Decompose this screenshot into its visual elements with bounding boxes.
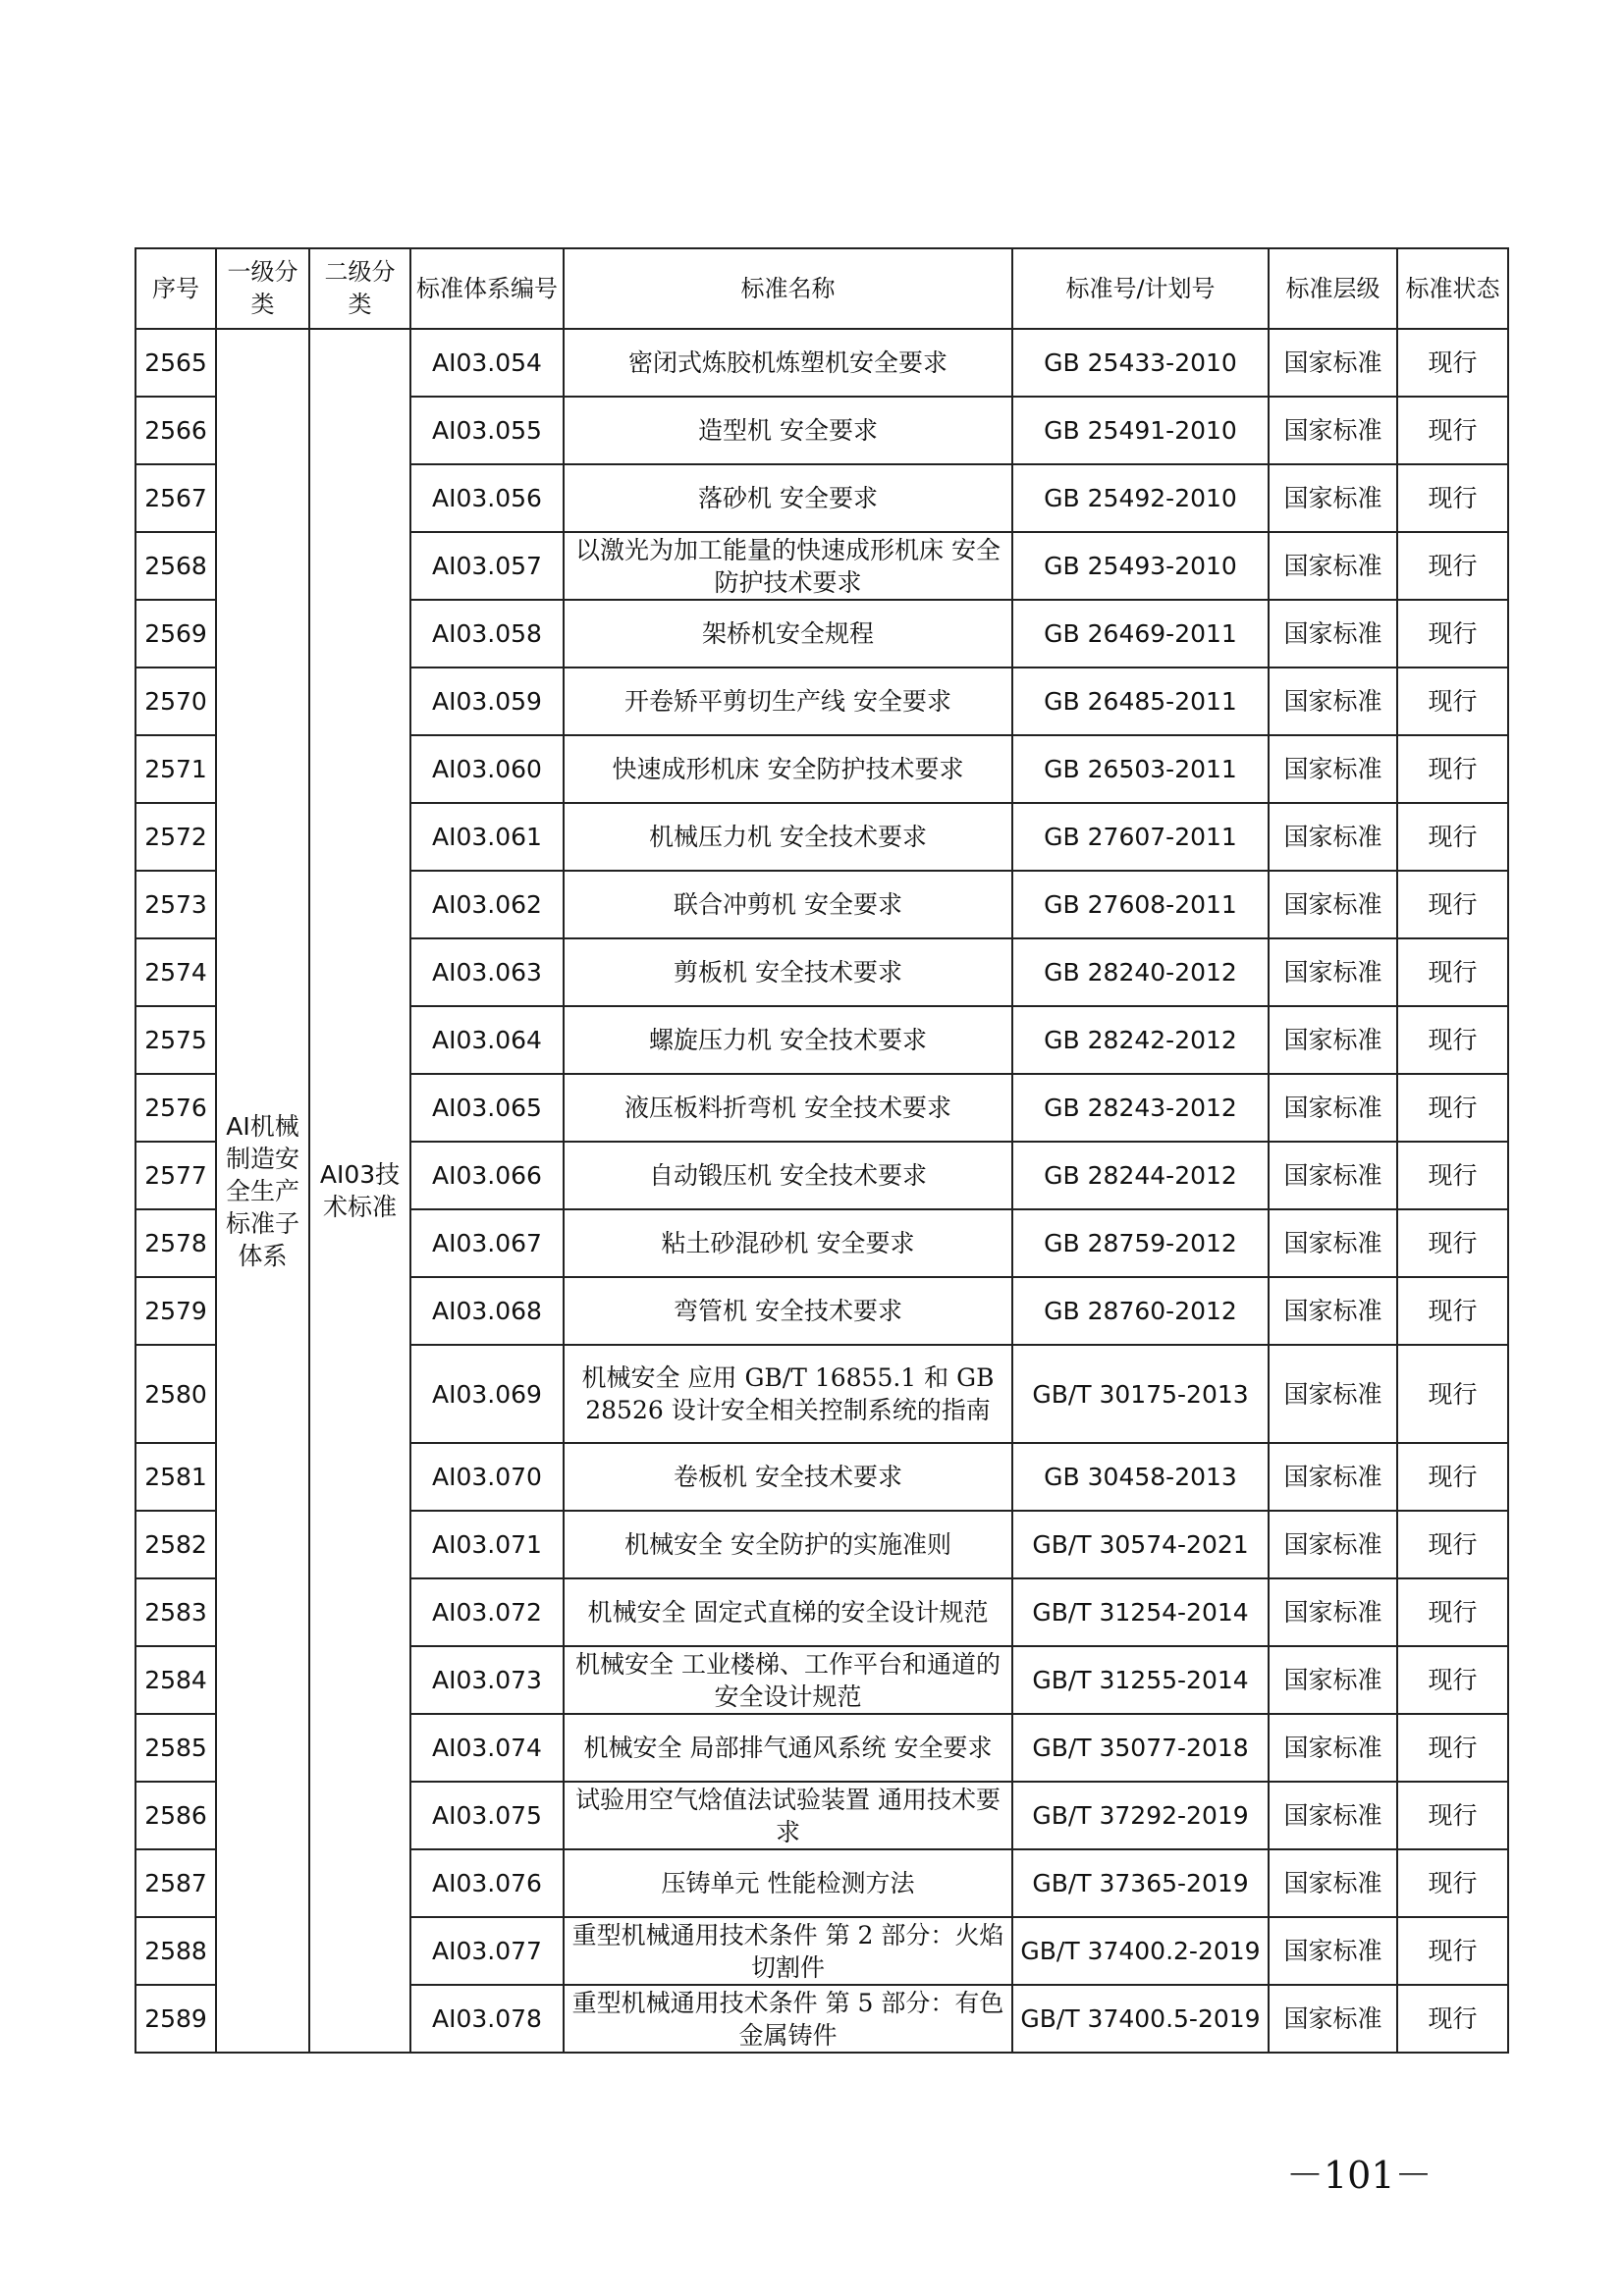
row-standard-name: 落砂机 安全要求 [564, 464, 1012, 532]
row-system-code: AI03.061 [410, 803, 564, 871]
row-level: 国家标准 [1269, 1782, 1397, 1849]
row-system-code: AI03.072 [410, 1578, 564, 1646]
row-level: 国家标准 [1269, 1345, 1397, 1443]
row-standard-number: GB/T 31255-2014 [1012, 1646, 1269, 1714]
row-level: 国家标准 [1269, 1917, 1397, 1985]
header-standard-number: 标准号/计划号 [1012, 248, 1269, 329]
row-standard-number: GB/T 37400.5-2019 [1012, 1985, 1269, 2053]
row-system-code: AI03.074 [410, 1714, 564, 1782]
row-standard-number: GB 28243-2012 [1012, 1074, 1269, 1142]
row-level: 国家标准 [1269, 329, 1397, 397]
row-standard-number: GB/T 37365-2019 [1012, 1849, 1269, 1917]
row-seq: 2573 [135, 871, 216, 938]
row-standard-number: GB 25491-2010 [1012, 397, 1269, 464]
row-seq: 2569 [135, 600, 216, 667]
row-standard-name: 机械安全 固定式直梯的安全设计规范 [564, 1578, 1012, 1646]
row-seq: 2570 [135, 667, 216, 735]
row-level: 国家标准 [1269, 532, 1397, 600]
row-system-code: AI03.075 [410, 1782, 564, 1849]
row-status: 现行 [1397, 1277, 1508, 1345]
row-status: 现行 [1397, 1006, 1508, 1074]
row-standard-name: 联合冲剪机 安全要求 [564, 871, 1012, 938]
row-level: 国家标准 [1269, 1578, 1397, 1646]
row-status: 现行 [1397, 667, 1508, 735]
row-status: 现行 [1397, 1782, 1508, 1849]
category1-cell: AI机械制造安全生产标准子体系 [216, 329, 309, 2053]
row-standard-name: 剪板机 安全技术要求 [564, 938, 1012, 1006]
row-standard-number: GB 27608-2011 [1012, 871, 1269, 938]
row-seq: 2589 [135, 1985, 216, 2053]
row-level: 国家标准 [1269, 464, 1397, 532]
row-level: 国家标准 [1269, 1277, 1397, 1345]
row-level: 国家标准 [1269, 667, 1397, 735]
row-status: 现行 [1397, 1443, 1508, 1511]
row-standard-name: 快速成形机床 安全防护技术要求 [564, 735, 1012, 803]
row-seq: 2578 [135, 1209, 216, 1277]
row-standard-name: 密闭式炼胶机炼塑机安全要求 [564, 329, 1012, 397]
row-seq: 2577 [135, 1142, 216, 1209]
row-system-code: AI03.057 [410, 532, 564, 600]
row-standard-number: GB/T 30574-2021 [1012, 1511, 1269, 1578]
header-seq: 序号 [135, 248, 216, 329]
row-seq: 2567 [135, 464, 216, 532]
row-standard-number: GB 26469-2011 [1012, 600, 1269, 667]
row-status: 现行 [1397, 1511, 1508, 1578]
row-standard-name: 卷板机 安全技术要求 [564, 1443, 1012, 1511]
row-seq: 2580 [135, 1345, 216, 1443]
row-seq: 2583 [135, 1578, 216, 1646]
row-standard-name: 机械安全 应用 GB/T 16855.1 和 GB 28526 设计安全相关控制系统的指南 [564, 1345, 1012, 1443]
row-system-code: AI03.056 [410, 464, 564, 532]
row-system-code: AI03.064 [410, 1006, 564, 1074]
row-standard-number: GB 28244-2012 [1012, 1142, 1269, 1209]
row-level: 国家标准 [1269, 1646, 1397, 1714]
row-system-code: AI03.077 [410, 1917, 564, 1985]
row-standard-name: 压铸单元 性能检测方法 [564, 1849, 1012, 1917]
row-standard-name: 开卷矫平剪切生产线 安全要求 [564, 667, 1012, 735]
row-standard-name: 液压板料折弯机 安全技术要求 [564, 1074, 1012, 1142]
row-system-code: AI03.070 [410, 1443, 564, 1511]
row-level: 国家标准 [1269, 871, 1397, 938]
row-standard-name: 造型机 安全要求 [564, 397, 1012, 464]
row-system-code: AI03.066 [410, 1142, 564, 1209]
row-standard-number: GB 28760-2012 [1012, 1277, 1269, 1345]
row-seq: 2576 [135, 1074, 216, 1142]
table-body [135, 329, 1508, 2053]
row-status: 现行 [1397, 1849, 1508, 1917]
row-level: 国家标准 [1269, 735, 1397, 803]
row-status: 现行 [1397, 871, 1508, 938]
row-status: 现行 [1397, 1074, 1508, 1142]
category2-cell: AI03技术标准 [309, 329, 410, 2053]
row-seq: 2587 [135, 1849, 216, 1917]
row-seq: 2584 [135, 1646, 216, 1714]
row-level: 国家标准 [1269, 1511, 1397, 1578]
row-system-code: AI03.076 [410, 1849, 564, 1917]
row-standard-number: GB 28759-2012 [1012, 1209, 1269, 1277]
row-standard-number: GB 27607-2011 [1012, 803, 1269, 871]
row-status: 现行 [1397, 397, 1508, 464]
row-status: 现行 [1397, 1917, 1508, 1985]
header-level: 标准层级 [1269, 248, 1397, 329]
row-system-code: AI03.065 [410, 1074, 564, 1142]
row-seq: 2568 [135, 532, 216, 600]
row-level: 国家标准 [1269, 1714, 1397, 1782]
row-standard-name: 以激光为加工能量的快速成形机床 安全防护技术要求 [564, 532, 1012, 600]
header-category2: 二级分类 [309, 248, 410, 329]
row-standard-number: GB 25433-2010 [1012, 329, 1269, 397]
row-seq: 2572 [135, 803, 216, 871]
row-status: 现行 [1397, 600, 1508, 667]
row-system-code: AI03.073 [410, 1646, 564, 1714]
row-standard-number: GB/T 35077-2018 [1012, 1714, 1269, 1782]
row-seq: 2586 [135, 1782, 216, 1849]
row-standard-number: GB 28240-2012 [1012, 938, 1269, 1006]
row-standard-number: GB 25493-2010 [1012, 532, 1269, 600]
row-standard-number: GB/T 30175-2013 [1012, 1345, 1269, 1443]
row-system-code: AI03.063 [410, 938, 564, 1006]
row-level: 国家标准 [1269, 1074, 1397, 1142]
row-system-code: AI03.062 [410, 871, 564, 938]
row-standard-number: GB/T 37400.2-2019 [1012, 1917, 1269, 1985]
row-level: 国家标准 [1269, 1142, 1397, 1209]
row-status: 现行 [1397, 1209, 1508, 1277]
row-system-code: AI03.060 [410, 735, 564, 803]
row-status: 现行 [1397, 1646, 1508, 1714]
row-status: 现行 [1397, 329, 1508, 397]
row-status: 现行 [1397, 1578, 1508, 1646]
header-row [135, 248, 1508, 329]
row-level: 国家标准 [1269, 1443, 1397, 1511]
row-status: 现行 [1397, 464, 1508, 532]
row-seq: 2566 [135, 397, 216, 464]
row-status: 现行 [1397, 803, 1508, 871]
row-seq: 2582 [135, 1511, 216, 1578]
row-system-code: AI03.059 [410, 667, 564, 735]
row-system-code: AI03.055 [410, 397, 564, 464]
row-standard-name: 粘土砂混砂机 安全要求 [564, 1209, 1012, 1277]
row-seq: 2575 [135, 1006, 216, 1074]
row-standard-name: 机械压力机 安全技术要求 [564, 803, 1012, 871]
row-seq: 2574 [135, 938, 216, 1006]
row-standard-name: 架桥机安全规程 [564, 600, 1012, 667]
row-status: 现行 [1397, 1142, 1508, 1209]
row-standard-name: 试验用空气焓值法试验装置 通用技术要求 [564, 1782, 1012, 1849]
row-system-code: AI03.067 [410, 1209, 564, 1277]
row-standard-name: 螺旋压力机 安全技术要求 [564, 1006, 1012, 1074]
row-standard-name: 重型机械通用技术条件 第 5 部分：有色金属铸件 [564, 1985, 1012, 2053]
row-level: 国家标准 [1269, 600, 1397, 667]
row-seq: 2581 [135, 1443, 216, 1511]
row-level: 国家标准 [1269, 938, 1397, 1006]
row-system-code: AI03.069 [410, 1345, 564, 1443]
table-row [135, 329, 1508, 397]
row-seq: 2565 [135, 329, 216, 397]
row-standard-number: GB 26503-2011 [1012, 735, 1269, 803]
row-standard-name: 重型机械通用技术条件 第 2 部分：火焰切割件 [564, 1917, 1012, 1985]
header-status: 标准状态 [1397, 248, 1508, 329]
row-system-code: AI03.078 [410, 1985, 564, 2053]
row-standard-number: GB 30458-2013 [1012, 1443, 1269, 1511]
row-standard-number: GB 26485-2011 [1012, 667, 1269, 735]
row-level: 国家标准 [1269, 803, 1397, 871]
row-seq: 2588 [135, 1917, 216, 1985]
row-status: 现行 [1397, 735, 1508, 803]
row-standard-name: 自动锻压机 安全技术要求 [564, 1142, 1012, 1209]
row-level: 国家标准 [1269, 1985, 1397, 2053]
row-standard-name: 机械安全 安全防护的实施准则 [564, 1511, 1012, 1578]
row-status: 现行 [1397, 1345, 1508, 1443]
row-level: 国家标准 [1269, 1849, 1397, 1917]
row-system-code: AI03.054 [410, 329, 564, 397]
row-status: 现行 [1397, 938, 1508, 1006]
header-standard-name: 标准名称 [564, 248, 1012, 329]
header-category1: 一级分类 [216, 248, 309, 329]
row-standard-number: GB 28242-2012 [1012, 1006, 1269, 1074]
row-seq: 2585 [135, 1714, 216, 1782]
standards-table [135, 247, 1509, 2054]
row-system-code: AI03.058 [410, 600, 564, 667]
row-level: 国家标准 [1269, 1209, 1397, 1277]
row-standard-number: GB/T 37292-2019 [1012, 1782, 1269, 1849]
row-status: 现行 [1397, 532, 1508, 600]
header-system-code: 标准体系编号 [410, 248, 564, 329]
row-standard-name: 弯管机 安全技术要求 [564, 1277, 1012, 1345]
row-status: 现行 [1397, 1985, 1508, 2053]
row-system-code: AI03.068 [410, 1277, 564, 1345]
row-system-code: AI03.071 [410, 1511, 564, 1578]
row-standard-name: 机械安全 局部排气通风系统 安全要求 [564, 1714, 1012, 1782]
row-standard-number: GB/T 31254-2014 [1012, 1578, 1269, 1646]
row-seq: 2571 [135, 735, 216, 803]
row-level: 国家标准 [1269, 1006, 1397, 1074]
page-number: －101－ [1286, 2154, 1433, 2197]
row-level: 国家标准 [1269, 397, 1397, 464]
row-seq: 2579 [135, 1277, 216, 1345]
row-status: 现行 [1397, 1714, 1508, 1782]
row-standard-number: GB 25492-2010 [1012, 464, 1269, 532]
row-standard-name: 机械安全 工业楼梯、工作平台和通道的安全设计规范 [564, 1646, 1012, 1714]
